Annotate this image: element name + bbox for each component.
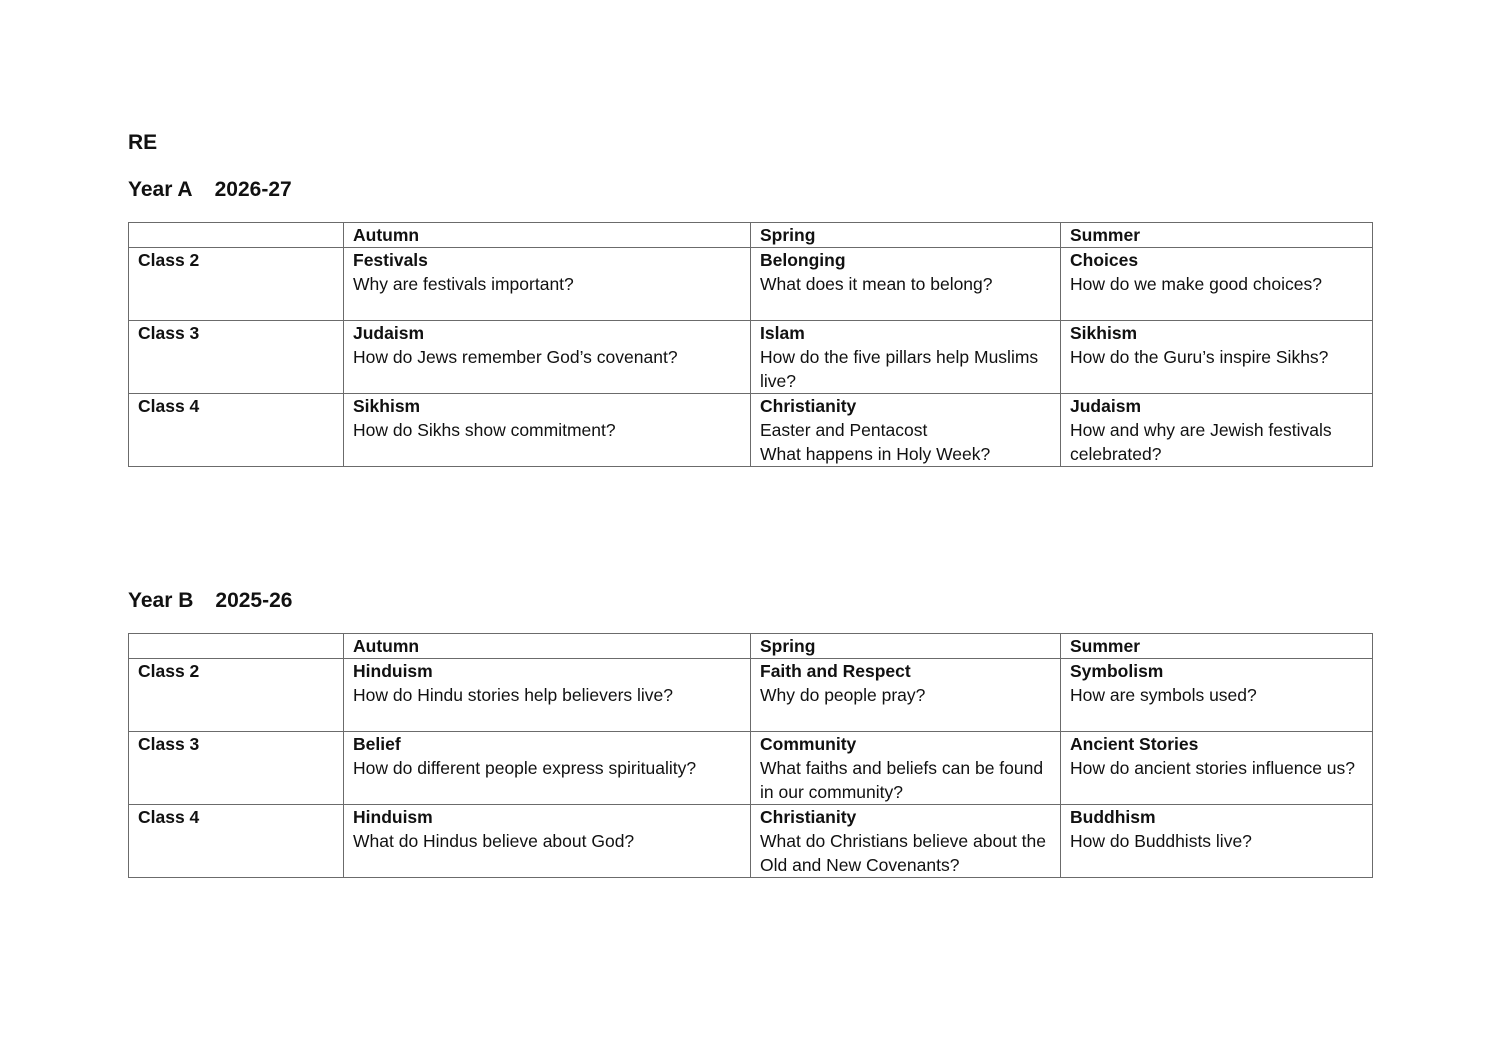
document-title: RE — [128, 131, 158, 154]
topic-question: How do Hindu stories help believers live? — [353, 685, 674, 705]
table-row — [129, 732, 1373, 805]
year-a-table — [128, 222, 1373, 467]
topic-cell — [751, 732, 1061, 805]
topic-question: How do we make good choices? — [1070, 274, 1322, 294]
topic-title: Choices — [1070, 250, 1139, 270]
topic-cell — [751, 394, 1061, 467]
topic-question: Why are festivals important? — [353, 274, 574, 294]
topic-cell — [1061, 732, 1373, 805]
term-header-spring: Spring — [751, 634, 1061, 659]
topic-question: How do Jews remember God’s covenant? — [353, 347, 678, 367]
topic-question: Why do people pray? — [760, 685, 926, 705]
topic-question: What faiths and beliefs can be found in our community? — [760, 758, 1044, 802]
topic-cell — [344, 732, 751, 805]
topic-cell — [344, 321, 751, 394]
topic-question: How are symbols used? — [1070, 685, 1257, 705]
table-row — [129, 394, 1373, 467]
table-row — [129, 321, 1373, 394]
topic-title: Christianity — [760, 807, 857, 827]
table-row — [129, 805, 1373, 878]
topic-question: How do ancient stories influence us? — [1070, 758, 1356, 778]
topic-cell — [344, 394, 751, 467]
topic-cell — [344, 805, 751, 878]
topic-cell — [1061, 394, 1373, 467]
class-label: Class 4 — [129, 805, 344, 878]
topic-title: Symbolism — [1070, 661, 1164, 681]
topic-cell — [751, 805, 1061, 878]
topic-cell — [751, 248, 1061, 321]
class-label: Class 3 — [129, 732, 344, 805]
topic-cell — [1061, 248, 1373, 321]
topic-question: How do different people express spirituality? — [353, 758, 697, 778]
topic-question: What happens in Holy Week? — [760, 444, 991, 464]
topic-question: What do Hindus believe about God? — [353, 831, 635, 851]
header-row — [129, 223, 1373, 248]
topic-title: Buddhism — [1070, 807, 1156, 827]
topic-title: Belief — [353, 734, 401, 754]
term-header-summer: Summer — [1061, 223, 1373, 248]
year-b-heading — [128, 589, 292, 613]
topic-title: Festivals — [353, 250, 428, 270]
corner-header-cell — [129, 634, 344, 659]
class-label: Class 2 — [129, 248, 344, 321]
table-row — [129, 659, 1373, 732]
topic-cell — [344, 659, 751, 732]
topic-title: Faith and Respect — [760, 661, 911, 681]
topic-cell — [751, 321, 1061, 394]
class-label: Class 2 — [129, 659, 344, 732]
topic-title: Hinduism — [353, 807, 433, 827]
topic-cell — [1061, 659, 1373, 732]
topic-title: Hinduism — [353, 661, 433, 681]
topic-question: What does it mean to belong? — [760, 274, 993, 294]
topic-question: How do the five pillars help Muslims live? — [760, 347, 1039, 391]
topic-title: Ancient Stories — [1070, 734, 1199, 754]
topic-question: What do Christians believe about the Old and New Covenants? — [760, 831, 1046, 875]
term-header-spring: Spring — [751, 223, 1061, 248]
year-label: Year B — [128, 589, 194, 612]
corner-header-cell — [129, 223, 344, 248]
year-a-heading — [128, 178, 292, 202]
topic-title: Community — [760, 734, 857, 754]
year-label: Year A — [128, 178, 193, 201]
table-row — [129, 248, 1373, 321]
topic-question: How and why are Jewish festivals celebrated? — [1070, 420, 1332, 464]
header-row — [129, 634, 1373, 659]
topic-cell — [751, 659, 1061, 732]
topic-title: Judaism — [353, 323, 424, 343]
year-b-table — [128, 633, 1373, 878]
year-period: 2025-26 — [215, 589, 293, 612]
class-label: Class 3 — [129, 321, 344, 394]
topic-title: Sikhism — [1070, 323, 1138, 343]
topic-question: How do the Guru’s inspire Sikhs? — [1070, 347, 1329, 367]
topic-title: Christianity — [760, 396, 857, 416]
topic-title: Judaism — [1070, 396, 1141, 416]
topic-question: How do Sikhs show commitment? — [353, 420, 616, 440]
class-label: Class 4 — [129, 394, 344, 467]
topic-question: How do Buddhists live? — [1070, 831, 1252, 851]
term-header-autumn: Autumn — [344, 634, 751, 659]
topic-cell — [1061, 805, 1373, 878]
topic-title: Islam — [760, 323, 805, 343]
term-header-autumn: Autumn — [344, 223, 751, 248]
topic-title: Sikhism — [353, 396, 421, 416]
topic-title: Belonging — [760, 250, 846, 270]
topic-cell — [1061, 321, 1373, 394]
year-period: 2026-27 — [214, 178, 292, 201]
topic-cell — [344, 248, 751, 321]
topic-question: Easter and Pentacost — [760, 420, 928, 440]
term-header-summer: Summer — [1061, 634, 1373, 659]
